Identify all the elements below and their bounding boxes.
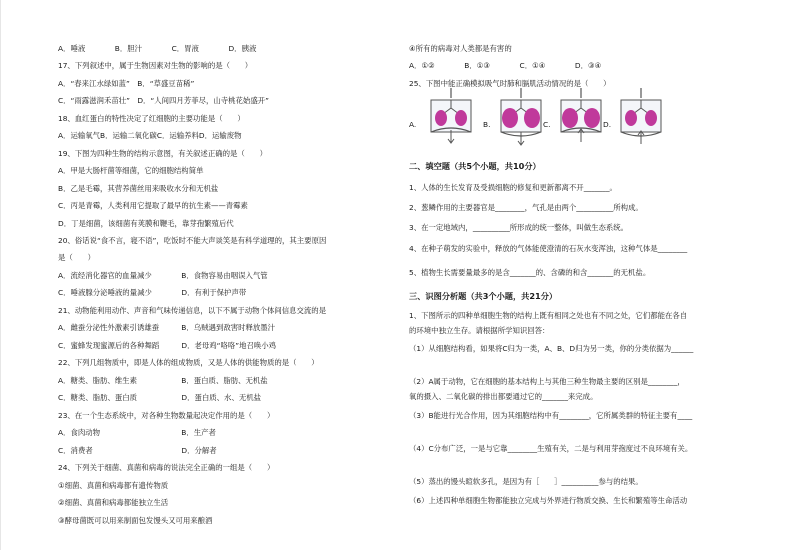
analysis-q1-part1: （1）从细胞结构看，如果将C归为一类，A、B、D归为另一类，你的分类依据为______ — [409, 344, 694, 353]
q19-option-b: B．乙是毛霉，其营养菌丝用来吸收水分和无机盐 — [58, 184, 219, 193]
q20-stem-cont: 是（ ） — [58, 253, 95, 262]
q23-options-cd: C．消费者 D．分解者 — [58, 446, 217, 455]
q24-statement-1: ①细菌、真菌和病毒都有遗传物质 — [58, 481, 169, 490]
analysis-q1-part2-cont: 氧的摄入、二氧化碳的排出都要通过它的_______来完成。 — [409, 392, 598, 401]
fill-q1: 1、人体的生长发育及受损细胞的修复和更新都离不开_______。 — [409, 183, 617, 192]
analysis-q1-part2: （2）A属于动物，它在细胞的基本结构上与其他三种生物最主要的区别是________， — [409, 377, 685, 386]
q19-option-d: D．丁是细菌，该细菌有荚膜和鞭毛，靠芽孢繁殖后代 — [58, 219, 234, 228]
q17-options-ab: A．“春来江水绿如蓝” B．“草盛豆苗稀” — [58, 79, 195, 88]
lung-model-b — [493, 86, 549, 146]
lung-model-a — [423, 86, 479, 146]
analysis-q1-part6: （6）上述四种单细胞生物都能独立完成与外界进行物质交换、生长和繁殖等生命活动 — [409, 496, 688, 505]
fill-q5: 5、植物生长需要量最多的是含_______的、含磷的和含_______的无机盐。 — [409, 268, 651, 277]
q17-stem: 17、下列叙述中，属于生物因素对生物的影响的是（ ） — [58, 61, 253, 70]
lung-option-label-b: B. — [483, 120, 491, 129]
fill-q3: 3、在一定地域内，__________所形成的统一整体，叫做生态系统。 — [409, 223, 629, 232]
q21-stem: 21、动物能利用动作、声音和气味传递信息，以下不属于动物个体间信息交流的是 — [58, 306, 327, 315]
q21-options-cd: C．蜜蜂发现蜜源后的各种舞蹈 D．老母鸡“咯咯”地召唤小鸡 — [58, 341, 277, 350]
q19-stem: 19、下图为四种生物的结构示意图，有关叙述正确的是（ ） — [58, 149, 267, 158]
fill-q2: 2、葱鳞作用的主要器官是________，气孔是由两个__________所构成。 — [409, 203, 643, 212]
analysis-q1-part5: （5）蒸出的馒头暄软多孔，是因为有［ ］__________参与的结果。 — [409, 477, 643, 486]
q23-stem: 23、在一个生态系统中，对各种生物数量起决定作用的是（ ） — [58, 411, 275, 420]
q18-options: A．运输氧气B．运输二氧化碳C．运输养料D．运输废物 — [58, 131, 242, 140]
lung-option-label-d: D. — [603, 120, 612, 129]
q18-stem: 18、血红蛋白的特性决定了红细胞的主要功能是（ ） — [58, 114, 245, 123]
q21-options-ab: A．雌蚕分泌性外激素引诱雄蚕 B．乌贼遇到敌害时释放墨汁 — [58, 323, 276, 332]
q20-options-ab: A．流经消化器官的血量减少 B．食物容易由咽误入气管 — [58, 271, 268, 280]
q19-option-c: C．丙是青霉，人类利用它提取了最早的抗生素——青霉素 — [58, 201, 248, 210]
q16-options: A．唾液 B．胆汁 C．胃液 D．胰液 — [58, 44, 257, 53]
section-analysis-heading: 三、识图分析题（共3个小题，共21分） — [409, 291, 558, 301]
q22-options-ab: A．糖类、脂肪、维生素 B．蛋白质、脂肪、无机盐 — [58, 376, 268, 385]
q23-options-ab: A．食肉动物 B．生产者 — [58, 428, 216, 437]
q25-stem: 25、下图中能正确模拟吸气时肺和膈肌活动情况的是（ ） — [409, 79, 611, 88]
analysis-q1-part3: （3）B能进行光合作用，因为其细胞结构中有________，它所属类群的特征主要有____ — [409, 411, 693, 420]
q24-statement-4: ④所有的病毒对人类都是有害的 — [409, 44, 512, 53]
q24-options: A．①② B．①③ C．①④ D．③④ — [409, 61, 602, 70]
analysis-q1-part4: （4）C分布广泛，一是与它靠________生殖有关，二是与利用芽孢度过不良环境有关。 — [409, 444, 693, 453]
q24-statement-2: ②细菌、真菌和病毒都能独立生活 — [58, 498, 169, 507]
q24-statement-3: ③酵母菌既可以用来制面包发馒头又可用来酿酒 — [58, 516, 213, 525]
lung-model-d — [613, 86, 669, 146]
q20-options-cd: C．唾液腺分泌唾液的量减少 D．有利于保护声带 — [58, 288, 247, 297]
fill-q4: 4、在种子萌发的实验中，释放的气体能使澄清的石灰水变浑浊，这种气体是________ — [409, 244, 688, 253]
q20-stem: 20、俗话说“食不言，寝不语”，吃饭时不能大声谈笑是有科学道理的，其主要原因 — [58, 236, 327, 245]
section-fill-in-heading: 二、填空题（共5个小题，共10分） — [409, 161, 541, 171]
analysis-q1-stem: 1、下图所示的四种单细胞生物的结构上既有相同之处也有不同之处，它们都能在各自 — [409, 311, 688, 320]
lung-model-figures — [397, 86, 794, 146]
lung-option-label-c: C. — [543, 120, 551, 129]
lung-option-label-a: A. — [409, 120, 417, 129]
q22-options-cd: C．糖类、脂肪、蛋白质 D．蛋白质、水、无机盐 — [58, 393, 262, 402]
lung-model-c — [553, 86, 612, 146]
q17-options-cd: C．“雨露滋润禾苗壮” D．“人间四月芳菲尽，山寺桃花始盛开” — [58, 96, 269, 105]
analysis-q1-stem-cont: 的环境中独立生存。请根据所学知识回答： — [409, 326, 550, 335]
q22-stem: 22、下列几组物质中，即是人体的组成物质，又是人体的供能物质的是（ ） — [58, 358, 319, 367]
q19-option-a: A．甲是大肠杆菌等细菌，它的细胞结构简单 — [58, 166, 204, 175]
q24-stem: 24、下列关于细菌、真菌和病毒的说法完全正确的一组是（ ） — [58, 463, 275, 472]
